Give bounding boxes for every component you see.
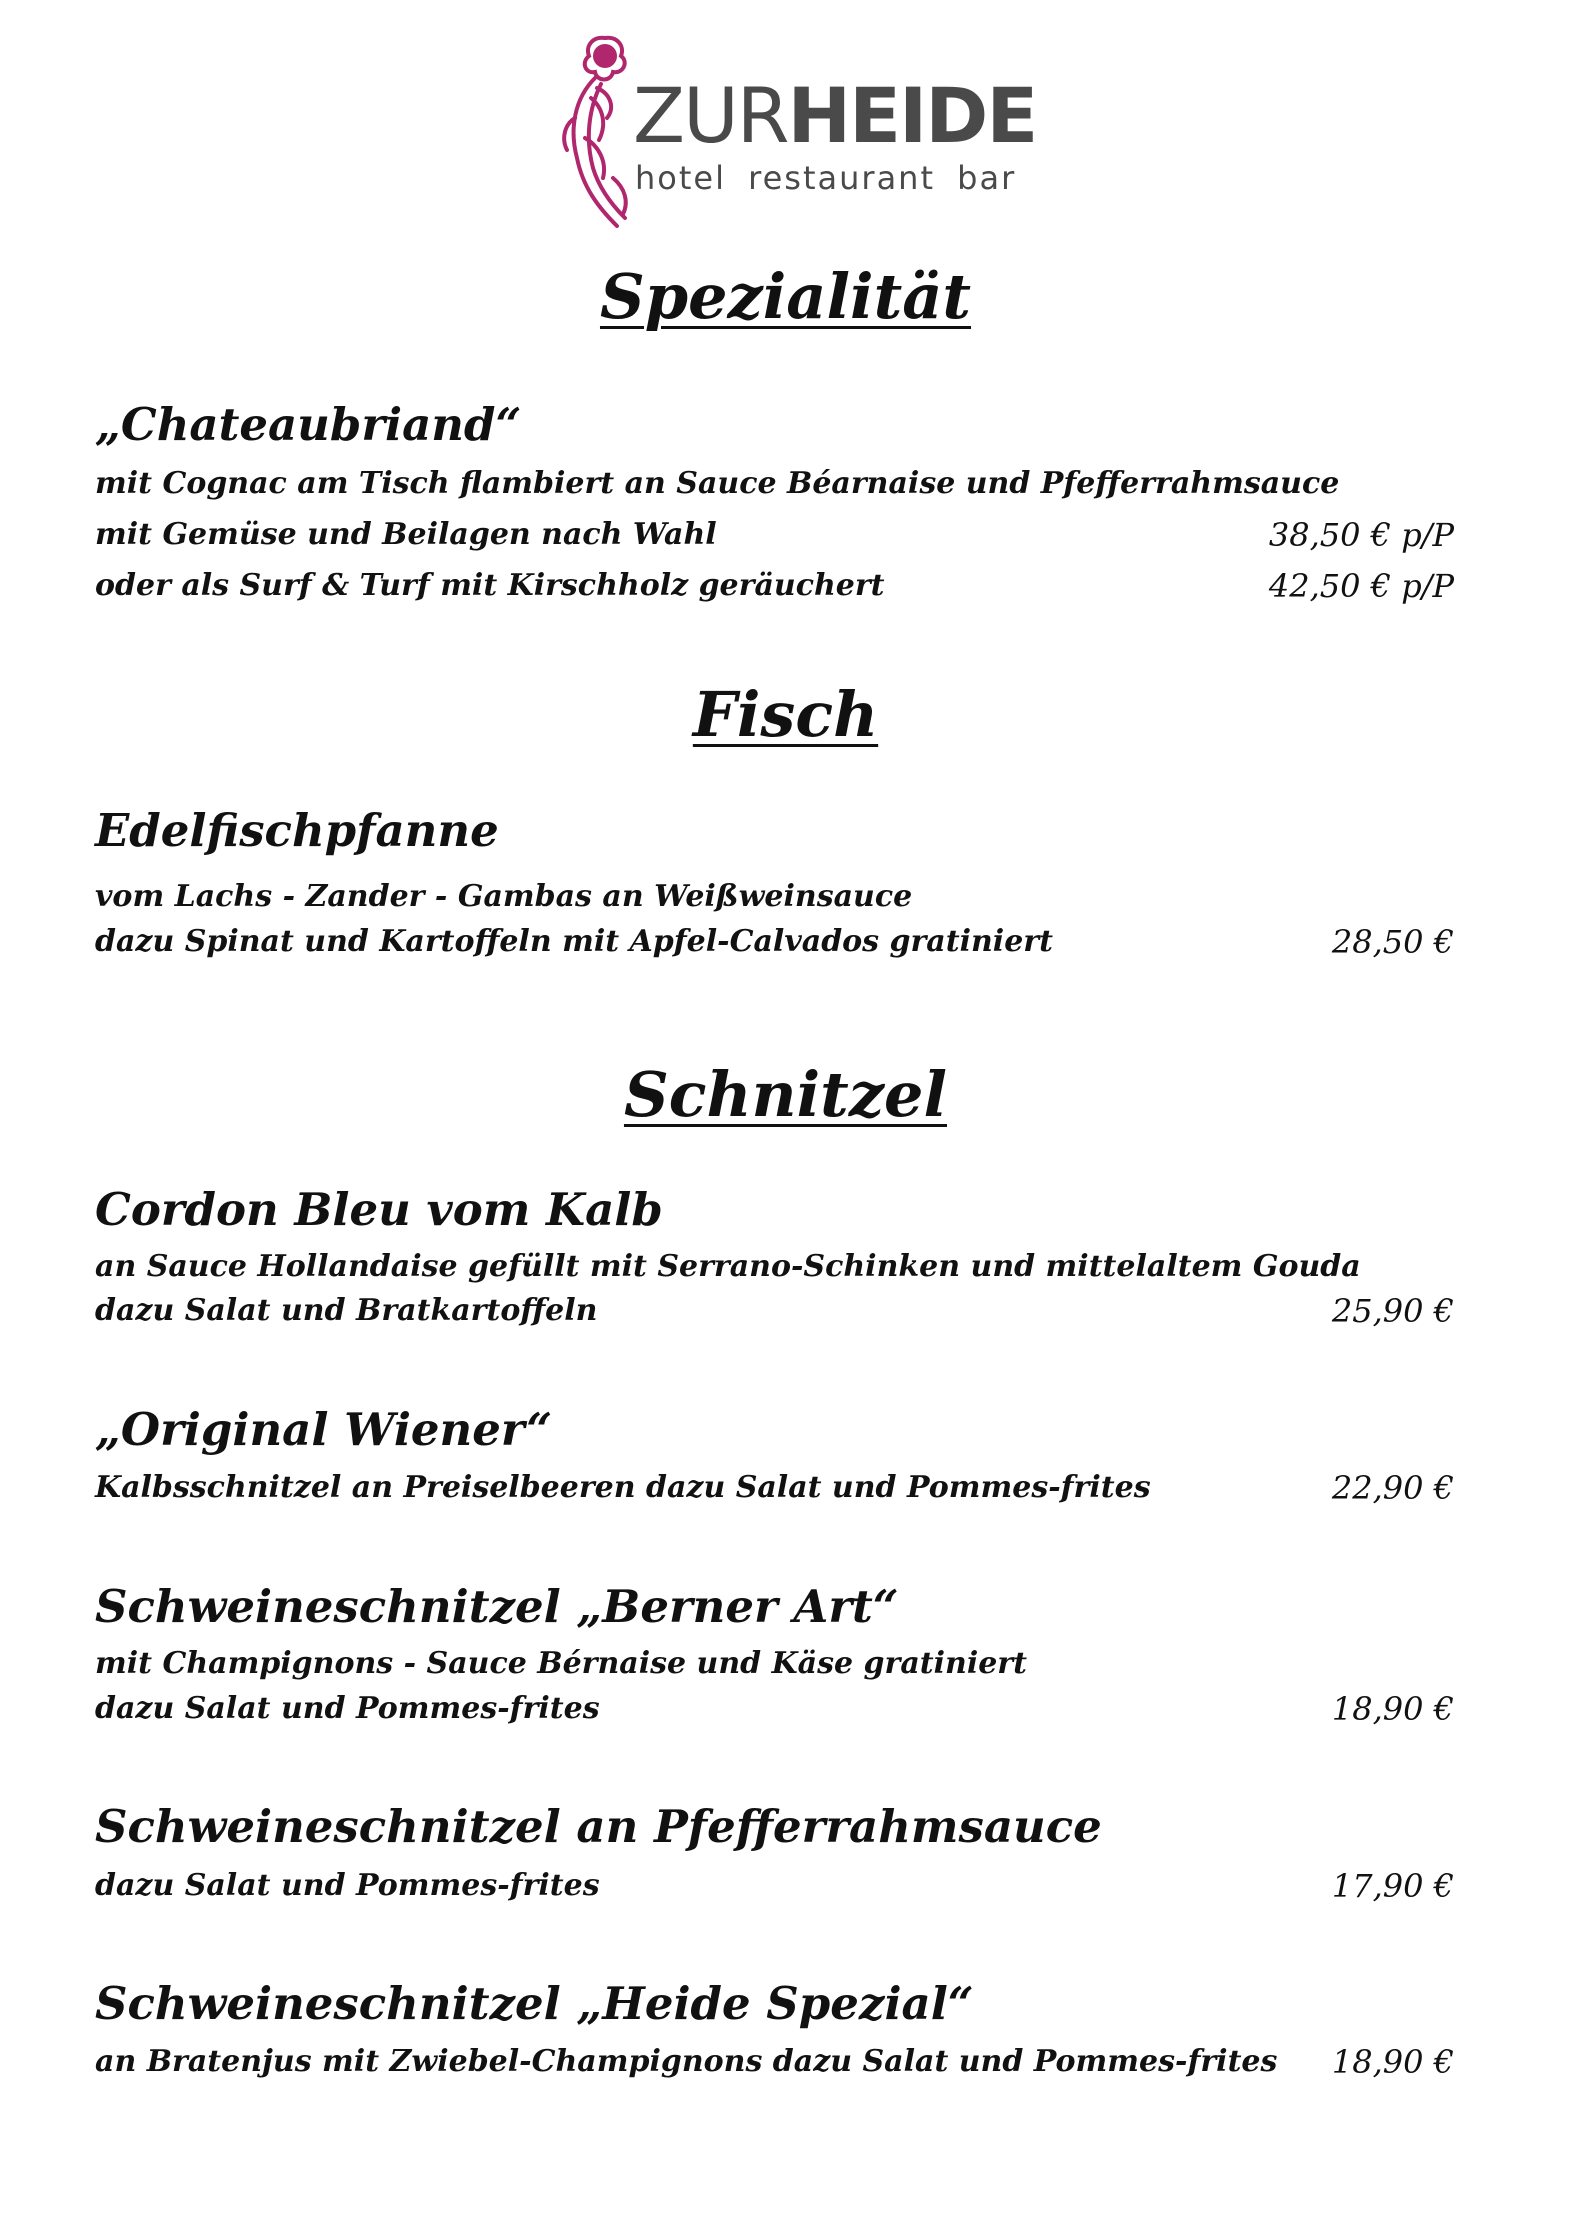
section-heading-schnitzel: Schnitzel: [623, 1058, 948, 1131]
section-heading-fisch: Fisch: [692, 678, 879, 751]
dish-price: 28,50 €: [1331, 923, 1454, 961]
dish-price: 42,50 € p/P: [1268, 567, 1454, 605]
dish-line: [95, 564, 1454, 608]
dish-description: an Sauce Hollandaise gefüllt mit Serrano-Schinken und mittelaltem Gouda: [95, 1249, 1361, 1284]
dish-name: Schweineschnitzel „Heide Spezial“: [95, 1977, 974, 2030]
brand-name: [633, 71, 1037, 160]
dish-line: [95, 875, 1454, 919]
dish-price: 38,50 € p/P: [1268, 516, 1454, 554]
dish-line: [95, 513, 1454, 557]
dish-price: 18,90 €: [1331, 1690, 1454, 1728]
dish-line: [95, 1687, 1454, 1731]
dish-line: [95, 2040, 1454, 2084]
brand-name-bold: HEIDE: [787, 71, 1037, 160]
dish-description: Kalbsschnitzel an Preiselbeeren dazu Salat und Pommes-frites: [95, 1470, 1151, 1505]
flower-logo-icon: [555, 28, 645, 248]
dish-line: [95, 1289, 1454, 1333]
dish-description: dazu Salat und Bratkartoffeln: [95, 1293, 598, 1328]
dish-price: 22,90 €: [1331, 1469, 1454, 1507]
dish-line: [95, 1642, 1454, 1686]
dish-line: [95, 920, 1454, 964]
dish-description: dazu Salat und Pommes-frites: [95, 1691, 600, 1726]
section-heading-spezialitaet: Spezialität: [599, 260, 972, 333]
dish-line: [95, 1864, 1454, 1908]
dish-line: [95, 1466, 1454, 1510]
restaurant-logo: [555, 28, 1055, 248]
dish-name: Schweineschnitzel „Berner Art“: [95, 1580, 899, 1633]
dish-price: 17,90 €: [1331, 1867, 1454, 1905]
dish-name: „Original Wiener“: [95, 1403, 553, 1456]
dish-description: vom Lachs - Zander - Gambas an Weißweinsauce: [95, 879, 913, 914]
brand-name-light: ZUR: [633, 71, 788, 160]
brand-tagline: hotel restaurant bar: [635, 159, 1017, 197]
dish-description: oder als Surf & Turf mit Kirschholz geräuchert: [95, 568, 885, 603]
dish-name: Edelfischpfanne: [95, 804, 499, 857]
dish-description: an Bratenjus mit Zwiebel-Champignons dazu Salat und Pommes-frites: [95, 2044, 1278, 2079]
dish-name: „Chateaubriand“: [95, 398, 522, 451]
dish-description: dazu Spinat und Kartoffeln mit Apfel-Calvados gratiniert: [95, 924, 1053, 959]
dish-description: mit Gemüse und Beilagen nach Wahl: [95, 517, 717, 552]
dish-description: mit Champignons - Sauce Bérnaise und Käse gratiniert: [95, 1646, 1027, 1681]
dish-line: [95, 1245, 1454, 1289]
dish-price: 25,90 €: [1331, 1292, 1454, 1330]
dish-description: dazu Salat und Pommes-frites: [95, 1868, 600, 1903]
dish-name: Schweineschnitzel an Pfefferrahmsauce: [95, 1800, 1102, 1853]
dish-line: [95, 462, 1454, 506]
dish-description: mit Cognac am Tisch flambiert an Sauce Béarnaise und Pfefferrahmsauce: [95, 466, 1340, 501]
dish-price: 18,90 €: [1331, 2043, 1454, 2081]
dish-name: Cordon Bleu vom Kalb: [95, 1183, 663, 1236]
